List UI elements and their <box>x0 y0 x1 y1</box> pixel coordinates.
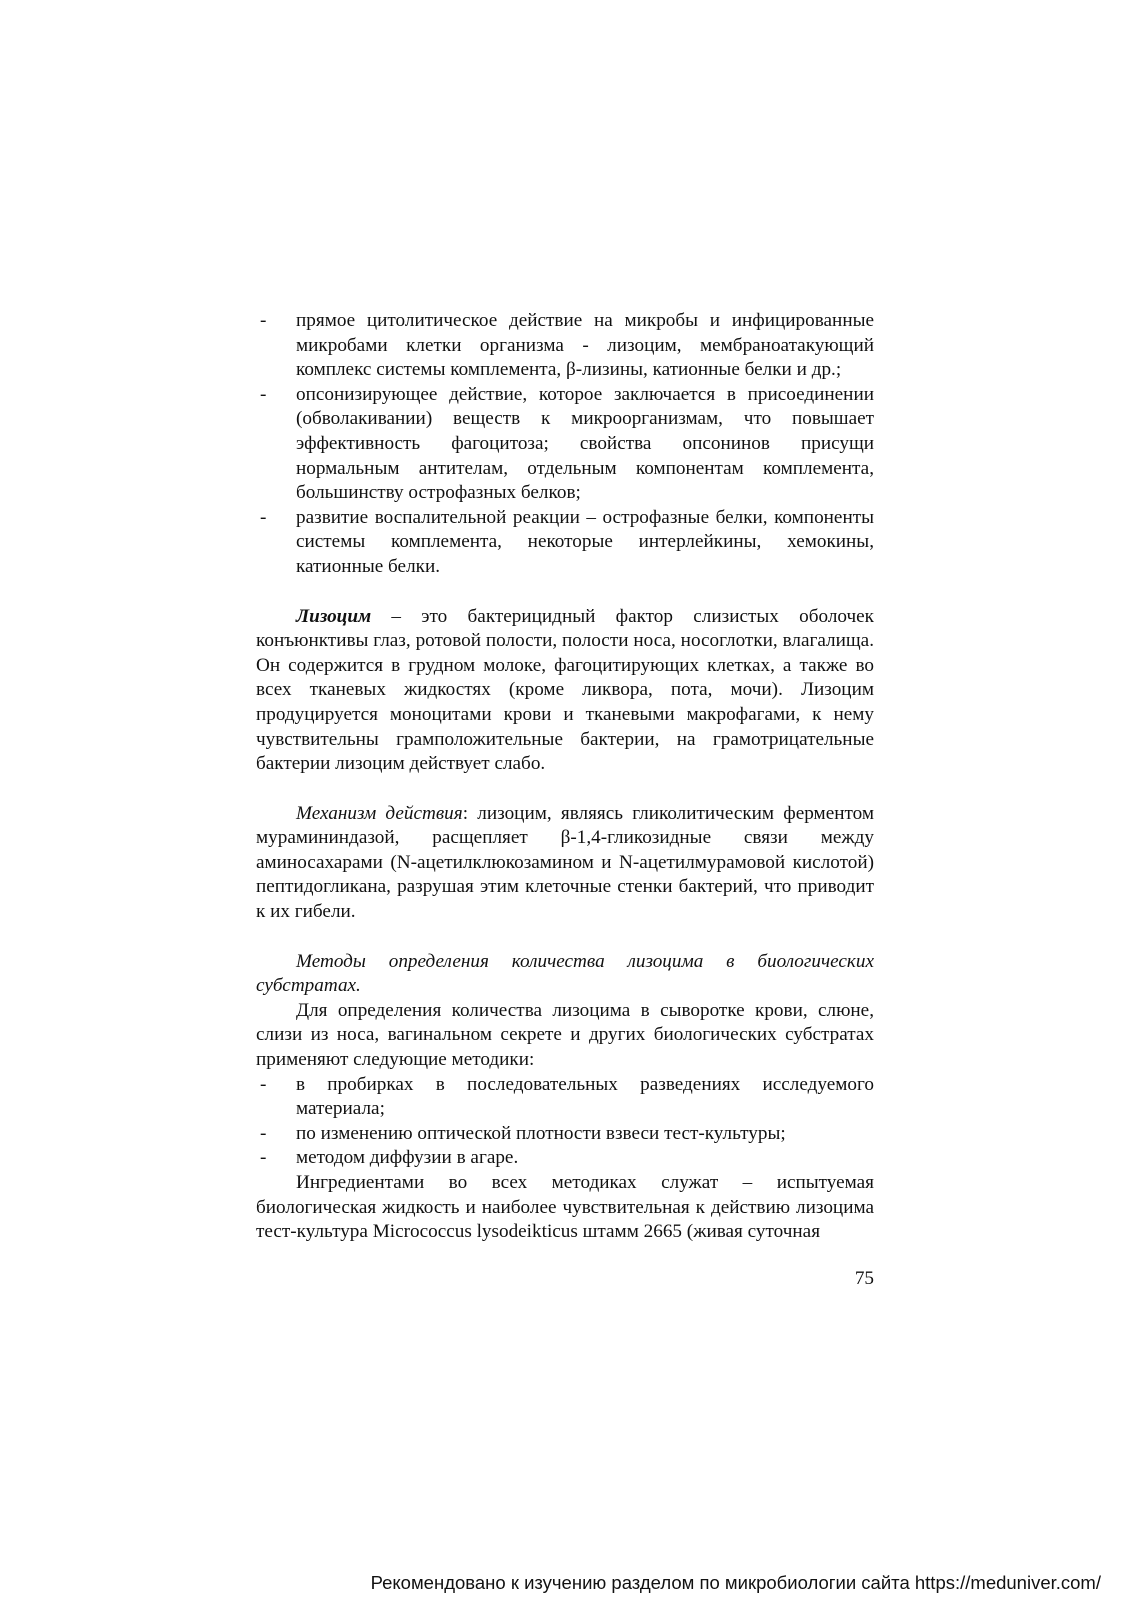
spacer <box>256 580 874 605</box>
spacer <box>256 777 874 802</box>
list-item <box>256 383 874 506</box>
methods-heading: Методы определения количества лизоцима в биологических субстратах. <box>256 950 874 997</box>
list-item-text: опсонизирующее действие, которое заключается в присоединении (обволакивании) веществ к микроорганизмам, что повышает эффективность фагоцитоза; свойства опсонинов присущи нормальным антителам, отдельным компонентам комплемента, большинству острофазных белков; <box>296 383 874 504</box>
methods-intro: Для определения количества лизоцима в сыворотке крови, слюне, слизи из носа, вагинальном секрете и других биологических субстратах применяют следующие методики: <box>256 999 874 1071</box>
list-marker: - <box>260 1122 267 1144</box>
mechanism-term: Механизм действия <box>296 802 463 824</box>
spacer <box>256 925 874 950</box>
methods-bullet-list <box>256 1073 874 1171</box>
list-item <box>256 506 874 580</box>
list-marker: - <box>260 383 267 405</box>
list-item-text: по изменению оптической плотности взвеси тест-культуры; <box>296 1122 786 1144</box>
list-item <box>256 1122 874 1147</box>
list-marker: - <box>260 310 267 331</box>
list-item-text: в пробирках в последовательных разведениях исследуемого материала; <box>296 1073 874 1120</box>
lysozyme-text: – это бактерицидный фактор слизистых оболочек конъюнктивы глаз, ротовой полости, полости носа, носоглотки, влагалища. Он содержится в грудном молоке, фагоцитирующих клетках, а также во всех тканевых жидкостях (кроме ликвора, пота, мочи). Лизоцим продуцируется моноцитами крови и тканевыми макрофагами, к нему чувствительны грамположительные бактерии, на грамотрицательные бактерии лизоцим действует слабо. <box>256 605 874 775</box>
page-body <box>256 309 874 1245</box>
list-item <box>256 1146 874 1171</box>
list-item-text: прямое цитолитическое действие на микробы и инфицированные микробами клетки организма - лизоцим, мембраноатакующий комплекс системы комплемента, β-лизины, катионные белки и др.; <box>296 310 874 381</box>
lysozyme-paragraph <box>256 605 874 777</box>
footer-note: Рекомендовано к изучению разделом по микробиологии сайта https://meduniver.com/ <box>370 1572 1101 1593</box>
mechanism-text: : лизоцим, являясь гликолитическим ферментом мурамининдазой, расщепляет β-1,4-гликозидные связи между аминосахарами (N-ацетилклюкозамином и N-ацетилмурамовой кислотой) пептидогликана, разрушая этим клеточные стенки бактерий, что приводит к их гибели. <box>256 802 874 923</box>
list-item <box>256 309 874 383</box>
list-marker: - <box>260 506 267 528</box>
list-item-text: методом диффузии в агаре. <box>296 1147 519 1169</box>
list-marker: - <box>260 1073 267 1095</box>
page-number: 75 <box>854 1268 874 1289</box>
bullet-list-top <box>256 309 874 580</box>
list-item-text: развитие воспалительной реакции – острофазные белки, компоненты системы комплемента, некоторые интерлейкины, хемокины, катионные белки. <box>296 506 874 577</box>
list-marker: - <box>260 1147 267 1169</box>
lysozyme-term: Лизоцим <box>296 605 372 627</box>
list-item <box>256 1073 874 1122</box>
ingredients-paragraph: Ингредиентами во всех методиках служат – испытуемая биологическая жидкость и наиболее чувствительная к действию лизоцима тест-культура Micrococcus lysodeikticus штамм 2665 (живая суточная <box>256 1172 874 1243</box>
mechanism-paragraph <box>256 802 874 925</box>
